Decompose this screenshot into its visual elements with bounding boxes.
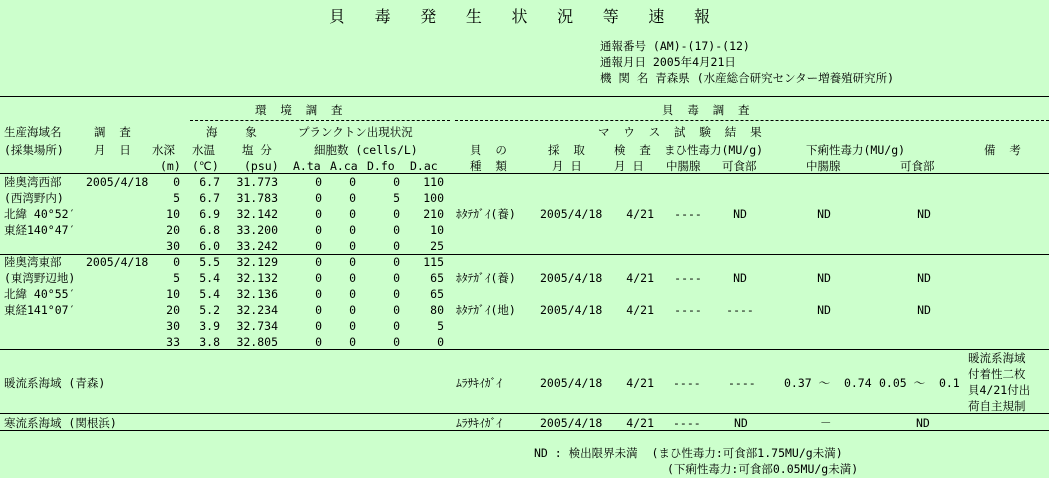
mouse-test-header: マ ウ ス 試 験 結 果 [598,125,762,139]
cold-sampling-date: 2005/4/18 [540,416,603,430]
date-cell: 2005/4/18 [86,255,149,269]
survey-header: 調 査 [94,125,131,139]
warm-area-label: 暖流系海域 (青森) [4,376,106,390]
psp-header: まひ性毒力(MU/g) [664,143,764,157]
psp-midgut-cell: ---- [674,303,702,317]
depth-cell: 0 [173,175,180,189]
dfo-cell: 0 [393,239,400,253]
dsp-midgut-header: 中腸腺 [806,159,841,173]
agency: 機 関 名 青森県 (水産総合研究センター増養殖研究所) [600,71,895,85]
psp-edible-cell: ND [733,207,747,221]
dac-cell: 210 [423,207,444,221]
dsp-midgut-cell: ND [817,207,831,221]
dfo-cell: 0 [393,255,400,269]
aca-cell: 0 [349,335,356,349]
month-day-header: 月 日 [94,143,131,157]
sea-state-header: 海 象 [206,125,257,139]
temp-cell: 6.0 [199,239,220,253]
sampling-date-header: 月 日 [552,159,582,173]
plankton-header: プランクトン出現状況 [298,125,413,139]
inspection-date-header: 月 日 [614,159,644,173]
temp-unit: (℃) [192,159,219,173]
warm-psp-edible: ---- [728,376,756,390]
area-cell: (東湾野辺地) [4,271,76,285]
dac-cell: 80 [430,303,444,317]
salinity-header: 塩 分 [242,143,272,157]
salinity-cell: 32.234 [236,303,278,317]
col-dac: D.ac [410,159,438,173]
temp-cell: 3.8 [199,335,220,349]
aca-cell: 0 [349,287,356,301]
dfo-cell: 0 [393,223,400,237]
rule-warm-bottom [0,413,1049,414]
dac-cell: 10 [430,223,444,237]
ata-cell: 0 [315,303,322,317]
salinity-cell: 32.142 [236,207,278,221]
dfo-cell: 0 [393,319,400,333]
psp-edible-header: 可食部 [722,159,757,173]
shellfish-survey-header: 貝 毒 調 査 [662,103,750,117]
sampling-date-cell: 2005/4/18 [540,207,603,221]
psp-midgut-cell: ---- [674,207,702,221]
depth-cell: 10 [166,207,180,221]
cold-species: ﾑﾗｻｷｲｶﾞｲ [456,416,502,430]
warm-sampling-date: 2005/4/18 [540,376,603,390]
salinity-cell: 31.783 [236,191,278,205]
dfo-cell: 0 [393,335,400,349]
aca-cell: 0 [349,319,356,333]
depth-cell: 0 [173,255,180,269]
ata-cell: 0 [315,319,322,333]
rule-table-bottom [0,430,1049,431]
inspection-date-cell: 4/21 [626,303,654,317]
ata-cell: 0 [315,255,322,269]
warm-inspection-date: 4/21 [626,376,654,390]
warm-remark-2: 付着性二枚 [968,367,1026,381]
salinity-cell: 32.132 [236,271,278,285]
area-cell: 東経140°47′ [4,223,76,237]
psp-midgut-cell: ---- [674,271,702,285]
dfo-cell: 0 [393,303,400,317]
psp-edible-cell: ---- [726,303,754,317]
area-name-header: 生産海域名 [4,125,62,139]
col-aca: A.ca [330,159,358,173]
dsp-midgut-cell: ND [817,271,831,285]
warm-remark-1: 暖流系海域 [968,351,1026,365]
temp-cell: 6.8 [199,223,220,237]
col-ata: A.ta [293,159,321,173]
ata-cell: 0 [315,223,322,237]
psp-edible-cell: ND [733,271,747,285]
warm-psp-midgut: ---- [673,376,701,390]
area-cell: 東経141°07′ [4,303,76,317]
cell-count-header: 細胞数 (cells/L) [314,143,418,157]
temp-cell: 5.4 [199,271,220,285]
aca-cell: 0 [349,271,356,285]
dfo-cell: 0 [393,287,400,301]
page-title: 貝 毒 発 生 状 況 等 速 報 [328,7,721,26]
salinity-cell: 32.136 [236,287,278,301]
area-cell: 北緯 40°55′ [4,287,76,301]
dac-cell: 65 [430,287,444,301]
sampling-header: 採 取 [548,143,585,157]
remarks-header: 備 考 [984,143,1021,157]
warm-species: ﾑﾗｻｷｲｶﾞｲ [456,376,502,390]
temp-cell: 3.9 [199,319,220,333]
depth-cell: 20 [166,303,180,317]
rule-top [0,96,1049,97]
sampling-date-cell: 2005/4/18 [540,303,603,317]
psp-midgut-header: 中腸腺 [666,159,701,173]
dac-cell: 100 [423,191,444,205]
footnote-2: (下痢性毒力:可食部0.05MU/g未満) [667,462,859,476]
dsp-edible-header: 可食部 [900,159,935,173]
dac-cell: 65 [430,271,444,285]
warm-remark-4: 荷自主規制 [968,399,1026,413]
cold-psp-edible: ND [734,416,748,430]
aca-cell: 0 [349,303,356,317]
warm-remark-3: 貝4/21付出 [968,383,1031,397]
salinity-cell: 32.129 [236,255,278,269]
depth-cell: 5 [173,271,180,285]
temp-cell: 6.9 [199,207,220,221]
cold-dsp-midgut: － [820,416,832,430]
cold-area-label: 寒流系海域 (関根浜) [4,416,117,430]
warm-dsp-midgut: 0.37 ～ 0.74 [784,376,872,390]
inspection-header: 検 査 [614,143,651,157]
ata-cell: 0 [315,239,322,253]
temp-cell: 6.7 [199,191,220,205]
inspection-date-cell: 4/21 [626,271,654,285]
aca-cell: 0 [349,191,356,205]
depth-cell: 5 [173,191,180,205]
inspection-date-cell: 4/21 [626,207,654,221]
dfo-cell: 0 [393,207,400,221]
species-cell: ﾎﾀﾃｶﾞｲ(養) [456,271,516,285]
species-cell: ﾎﾀﾃｶﾞｲ(地) [456,303,516,317]
species-header: 種 類 [470,159,507,173]
depth-unit: (m) [160,159,181,173]
date-cell: 2005/4/18 [86,175,149,189]
ata-cell: 0 [315,335,322,349]
dsp-edible-cell: ND [917,271,931,285]
water-temp-header: 水温 [192,143,215,157]
dac-cell: 110 [423,175,444,189]
report-number: 通報番号 (AM)-(17)-(12) [600,39,750,53]
temp-cell: 6.7 [199,175,220,189]
shell-divider [455,120,1049,121]
aca-cell: 0 [349,207,356,221]
report-date: 通報月日 2005年4月21日 [600,55,736,69]
dac-cell: 25 [430,239,444,253]
temp-cell: 5.2 [199,303,220,317]
temp-cell: 5.5 [199,255,220,269]
dfo-cell: 0 [393,271,400,285]
species-cell: ﾎﾀﾃｶﾞｲ(養) [456,207,516,221]
salinity-cell: 33.200 [236,223,278,237]
depth-cell: 30 [166,239,180,253]
salinity-unit: (psu) [244,159,279,173]
shellfish-header: 貝 の [470,143,507,157]
dsp-edible-cell: ND [917,303,931,317]
depth-cell: 20 [166,223,180,237]
env-divider [190,120,450,121]
aca-cell: 0 [349,223,356,237]
sampling-place-header: (採集場所) [4,143,64,157]
dfo-cell: 0 [393,175,400,189]
depth-cell: 30 [166,319,180,333]
cold-dsp-edible: ND [916,416,930,430]
col-dfo: D.fo [367,159,395,173]
ata-cell: 0 [315,271,322,285]
dac-cell: 0 [437,335,444,349]
area-cell: (西湾野内) [4,191,64,205]
area-cell: 陸奥湾東部 [4,255,62,269]
cold-psp-midgut: ---- [673,416,701,430]
warm-dsp-edible: 0.05 ～ 0.1 [879,376,960,390]
area-cell: 陸奥湾西部 [4,175,62,189]
env-survey-header: 環 境 調 査 [255,103,343,117]
depth-cell: 33 [166,335,180,349]
salinity-cell: 32.734 [236,319,278,333]
depth-cell: 10 [166,287,180,301]
aca-cell: 0 [349,255,356,269]
depth-header: 水深 [152,143,175,157]
salinity-cell: 32.805 [236,335,278,349]
footnote-1: ND : 検出限界未満 (まひ性毒力:可食部1.75MU/g未満) [534,446,843,460]
salinity-cell: 33.242 [236,239,278,253]
dsp-midgut-cell: ND [817,303,831,317]
ata-cell: 0 [315,191,322,205]
aca-cell: 0 [349,175,356,189]
temp-cell: 5.4 [199,287,220,301]
ata-cell: 0 [315,207,322,221]
ata-cell: 0 [315,175,322,189]
salinity-cell: 31.773 [236,175,278,189]
dfo-cell: 5 [393,191,400,205]
sampling-date-cell: 2005/4/18 [540,271,603,285]
ata-cell: 0 [315,287,322,301]
cold-inspection-date: 4/21 [626,416,654,430]
dsp-header: 下痢性毒力(MU/g) [806,143,906,157]
dac-cell: 115 [423,255,444,269]
dac-cell: 5 [437,319,444,333]
aca-cell: 0 [349,239,356,253]
dsp-edible-cell: ND [917,207,931,221]
area-cell: 北緯 40°52′ [4,207,76,221]
